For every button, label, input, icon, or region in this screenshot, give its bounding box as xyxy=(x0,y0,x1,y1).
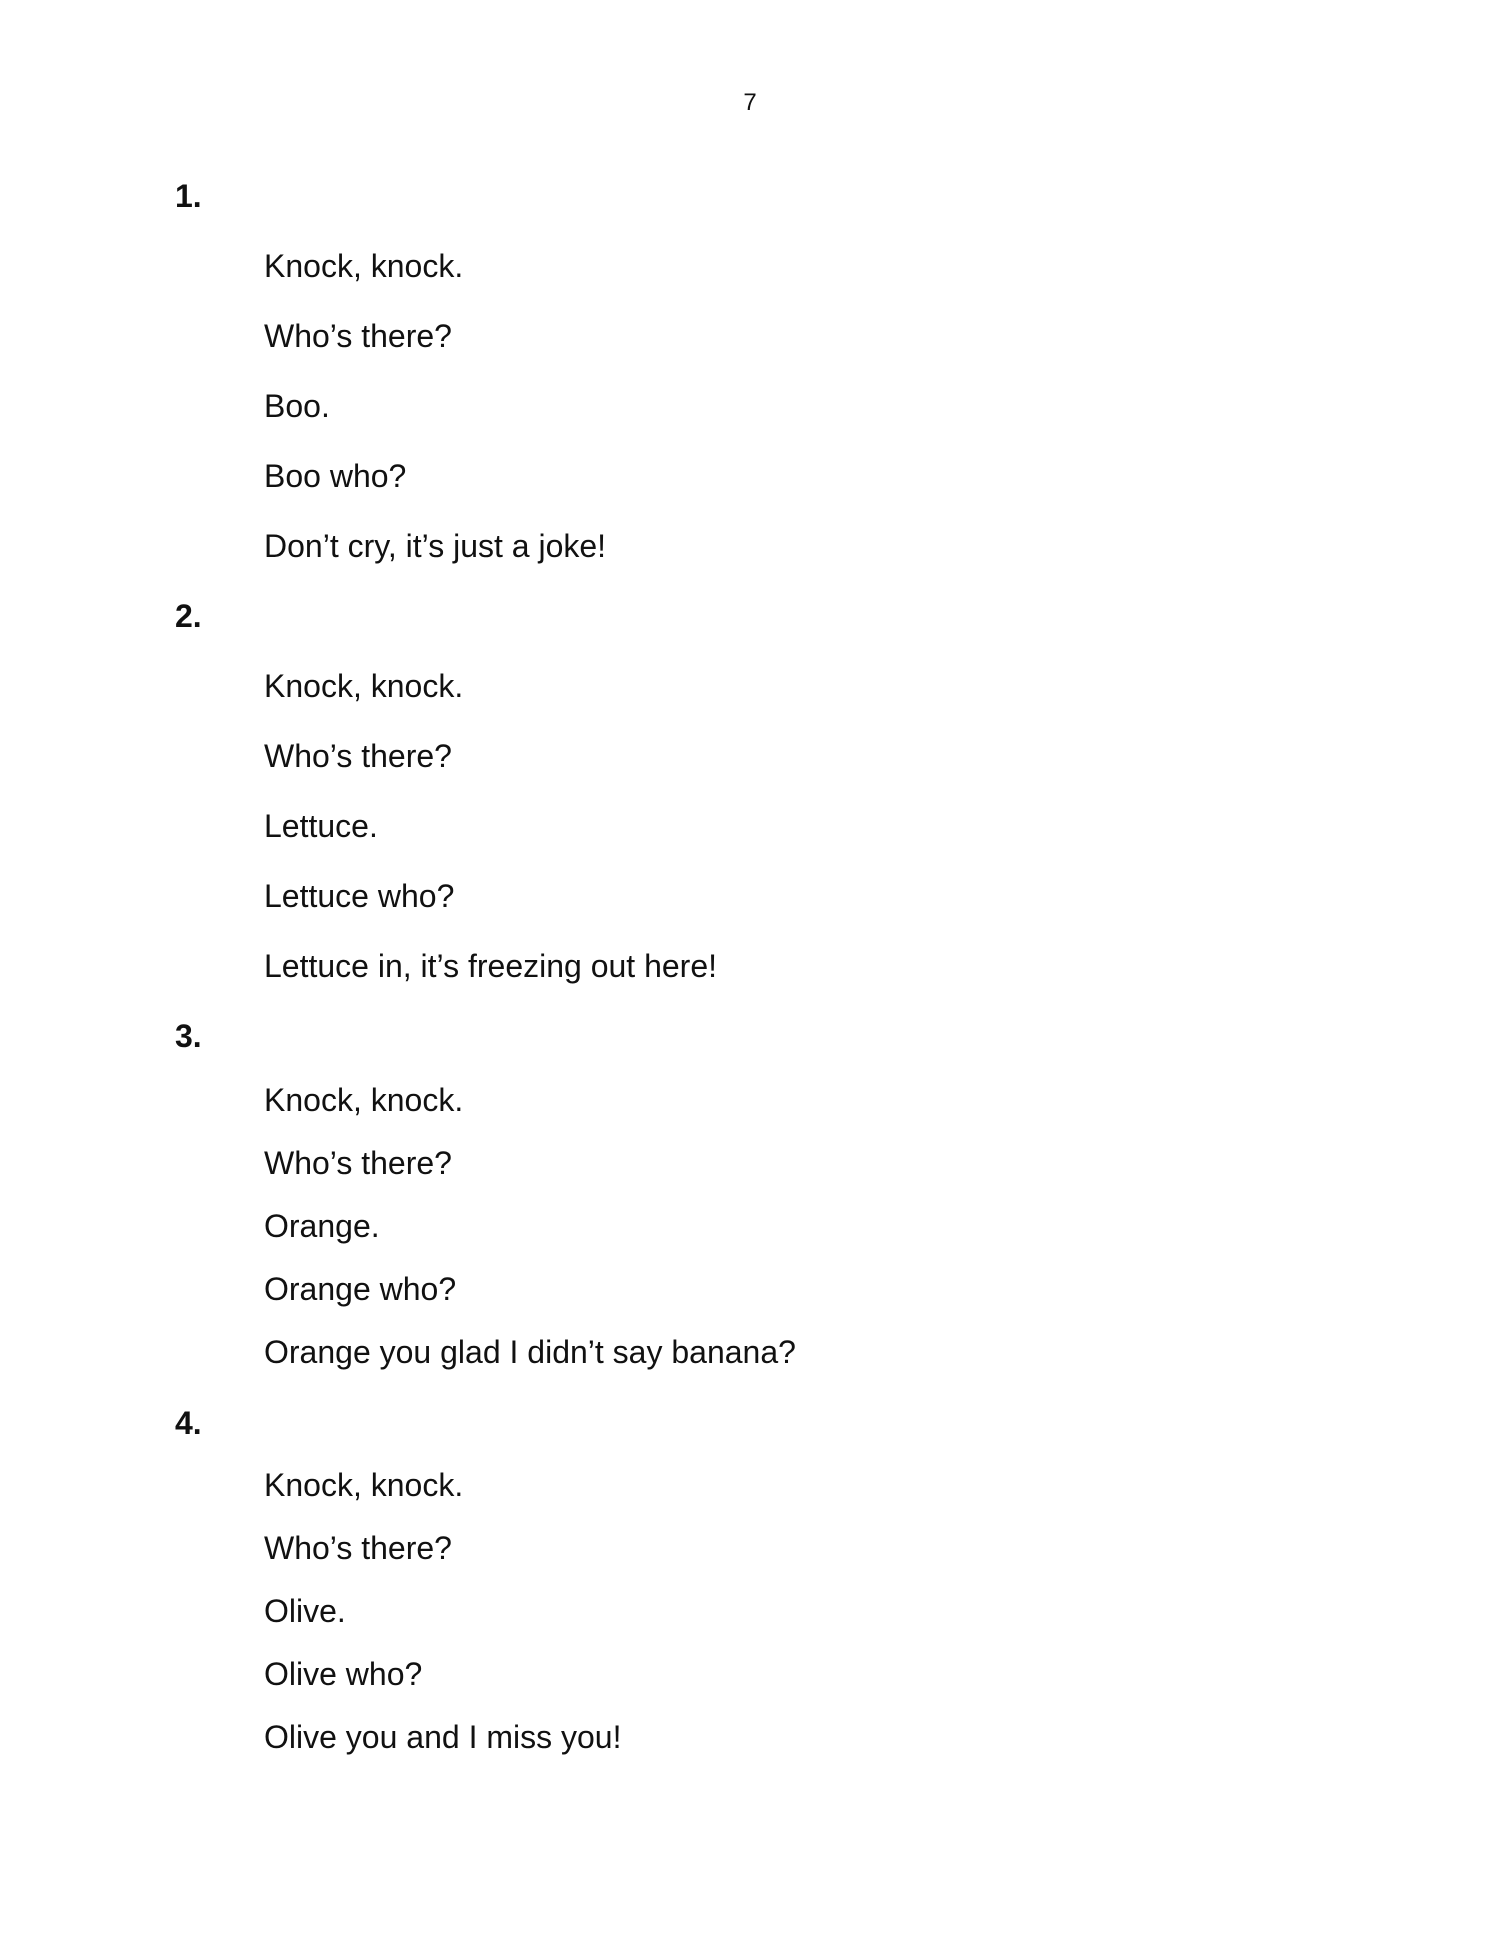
joke-line: Orange you glad I didn’t say banana? xyxy=(264,1334,796,1370)
joke-number: 1. xyxy=(175,178,202,214)
joke-line: Olive you and I miss you! xyxy=(264,1719,622,1755)
joke-number: 4. xyxy=(175,1405,202,1441)
joke-line: Olive. xyxy=(264,1593,346,1629)
joke-number: 2. xyxy=(175,598,202,634)
joke-line: Knock, knock. xyxy=(264,248,464,284)
joke-line: Don’t cry, it’s just a joke! xyxy=(264,528,607,564)
joke-number: 3. xyxy=(175,1018,202,1054)
joke-line: Lettuce in, it’s freezing out here! xyxy=(264,948,718,984)
joke-line: Orange who? xyxy=(264,1271,457,1307)
joke-line: Who’s there? xyxy=(264,1145,452,1181)
joke-line: Lettuce who? xyxy=(264,878,455,914)
joke-line: Who’s there? xyxy=(264,318,452,354)
joke-line: Boo. xyxy=(264,388,330,424)
joke-line: Lettuce. xyxy=(264,808,378,844)
page-number: 7 xyxy=(743,89,757,116)
joke-line: Olive who? xyxy=(264,1656,423,1692)
joke-line: Who’s there? xyxy=(264,1530,452,1566)
joke-line: Who’s there? xyxy=(264,738,452,774)
joke-line: Orange. xyxy=(264,1208,380,1244)
joke-line: Knock, knock. xyxy=(264,668,464,704)
joke-line: Boo who? xyxy=(264,458,407,494)
joke-line: Knock, knock. xyxy=(264,1467,464,1503)
joke-line: Knock, knock. xyxy=(264,1082,464,1118)
